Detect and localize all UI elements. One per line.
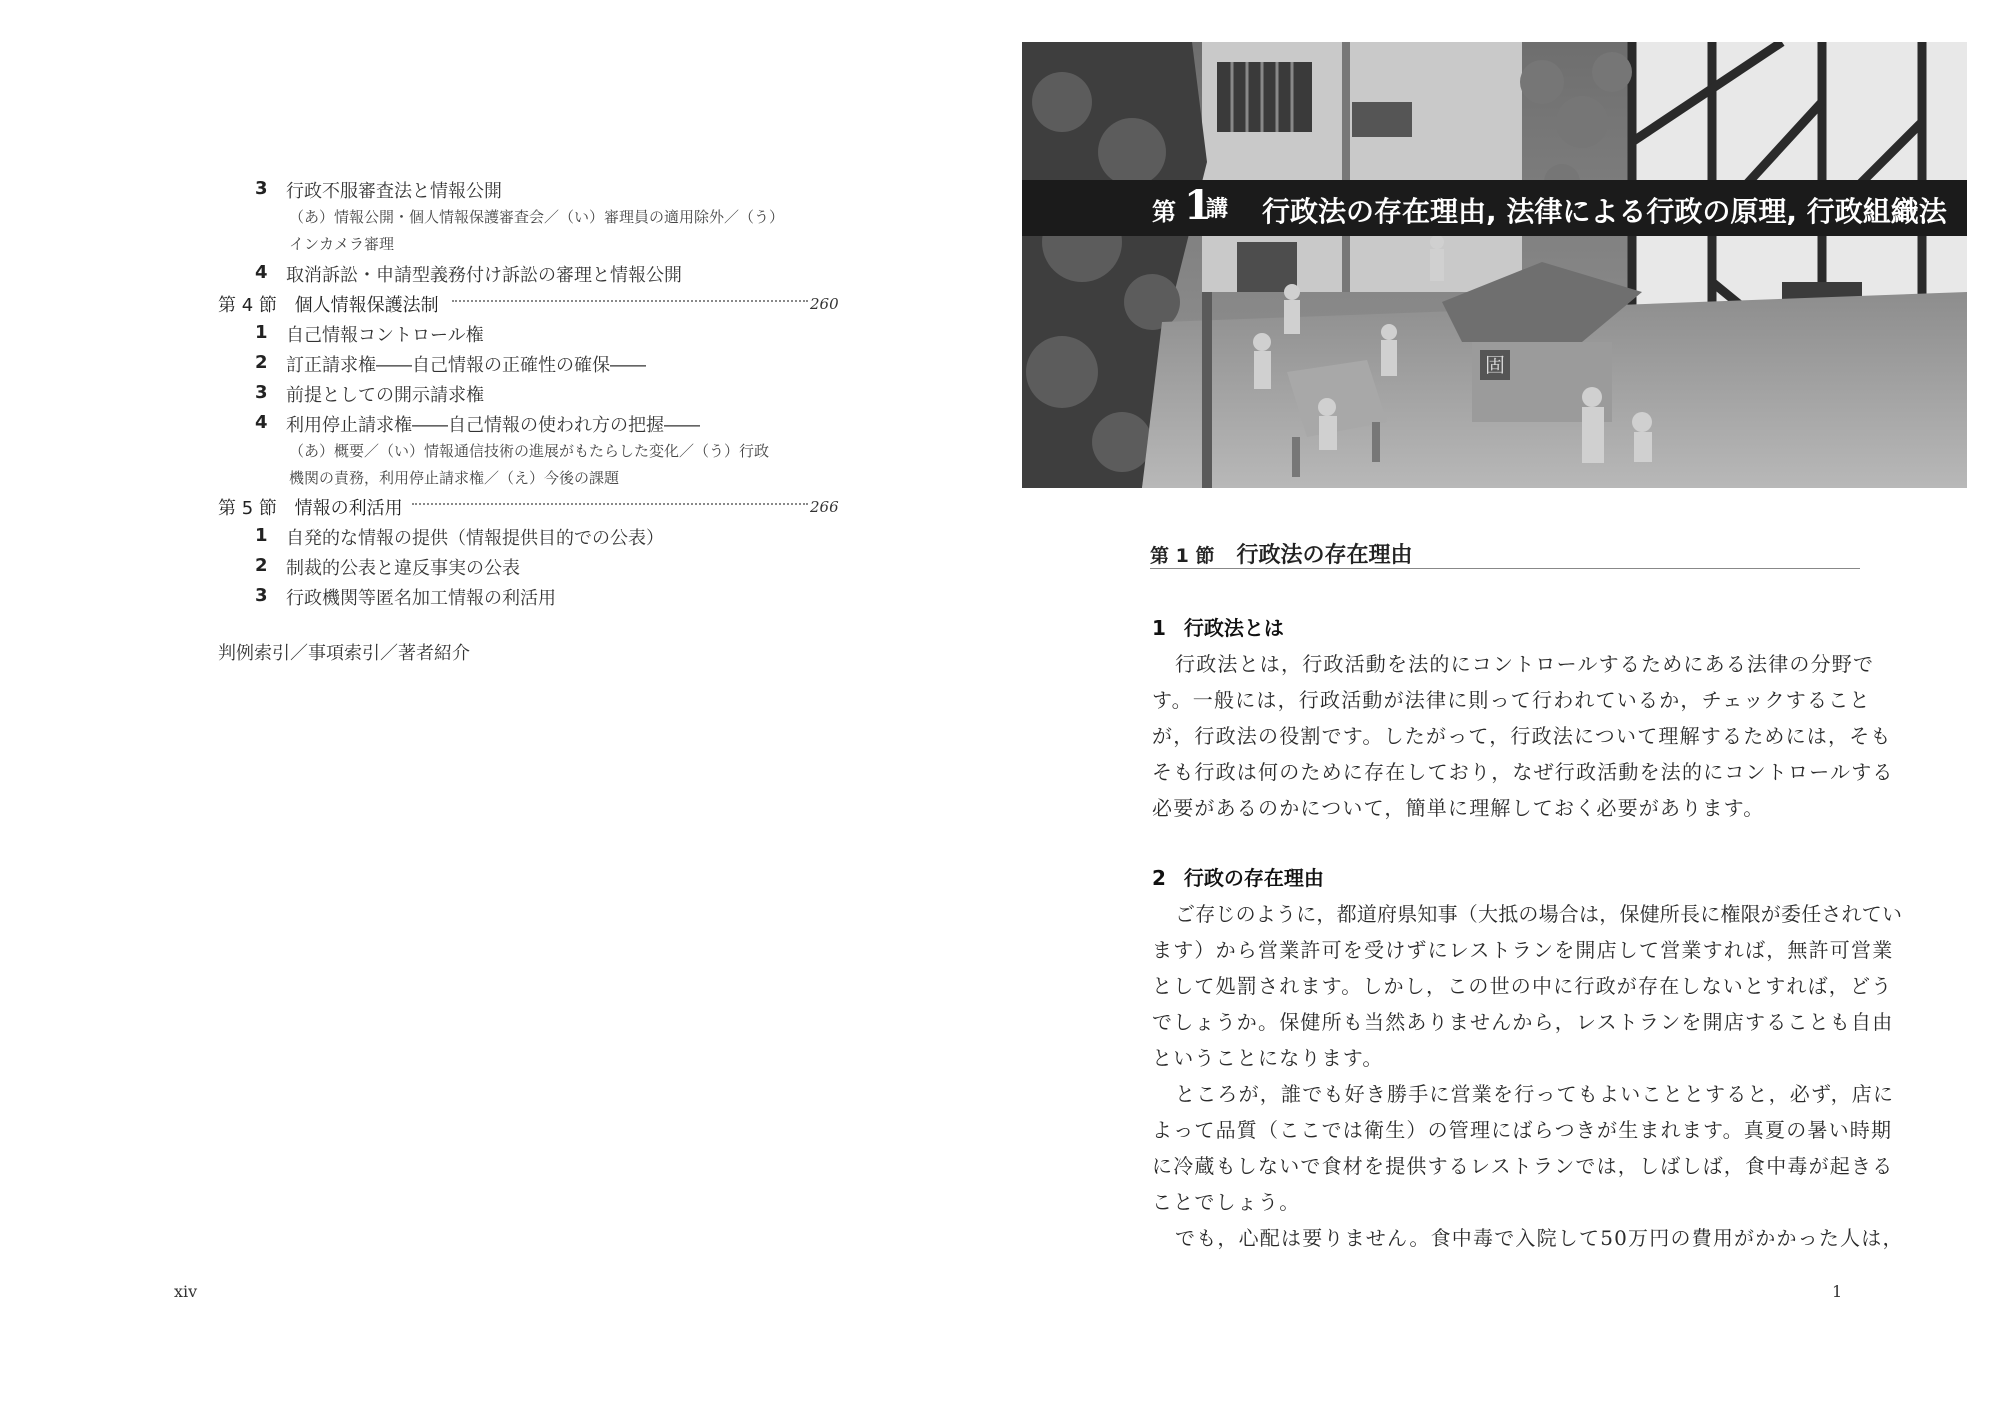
toc-section-title: 情報の利活用 (294, 498, 403, 519)
chapter-dai: 第 (1152, 198, 1176, 226)
body-line: でも，心配は要りません。食中毒で入院して50万円の費用がかかった人は， (1175, 1226, 1904, 1250)
toc-item-number: 2 (255, 555, 268, 576)
toc-item-title: 自己情報コントロール権 (286, 325, 484, 346)
page-folio-left: xiv (174, 1282, 198, 1301)
toc-section-5 (218, 494, 403, 520)
body-line: そも行政は何のために存在しており，なぜ行政活動を法的にコントロールする (1152, 760, 1894, 784)
body-line: として処罰されます。しかし，この世の中に行政が存在しないとすれば，どう (1152, 974, 1893, 998)
toc-item-number: 4 (255, 262, 268, 283)
chapter-photo (1022, 42, 1967, 488)
index-line: 判例索引／事項索引／著者紹介 (218, 643, 470, 664)
toc-item-title: 行政不服審査法と情報公開 (286, 181, 502, 202)
toc-page-number: 260 (810, 295, 839, 313)
body-line: が，行政法の役割です。したがって，行政法について理解するためには，そも (1152, 724, 1892, 748)
toc-item-title: 取消訴訟・申請型義務付け訴訟の審理と情報公開 (286, 265, 682, 286)
chapter-number: 1 (1184, 182, 1212, 229)
subheading-2 (1152, 862, 1324, 891)
section-label: 第 1 節 (1150, 545, 1215, 567)
body-line: ます）から営業許可を受けずにレストランを開店して営業すれば，無許可営業 (1152, 938, 1894, 962)
toc-subitems: （あ）概要／（い）情報通信技術の進展がもたらした変化／（う）行政 (289, 442, 770, 460)
body-line: す。一般には，行政活動が法律に則って行われているか，チェックすること (1152, 688, 1871, 712)
body-line: 必要があるのかについて，簡単に理解しておく必要があります。 (1152, 796, 1765, 820)
chapter-title-band (1022, 180, 1967, 236)
toc-item-title: 行政機関等匿名加工情報の利活用 (286, 588, 556, 609)
toc-subitems: インカメラ審理 (289, 235, 395, 253)
stall-sign: 固 (1485, 353, 1505, 377)
toc-leader-dots (452, 300, 808, 302)
toc-item-number: 1 (255, 525, 268, 546)
toc-item-title: 利用停止請求権――自己情報の使われ方の把握―― (286, 415, 700, 436)
toc-item-number: 1 (255, 322, 268, 343)
section-heading (1150, 538, 1412, 569)
subheading-1 (1152, 612, 1284, 641)
toc-item-number: 3 (255, 178, 268, 199)
toc-item-title: 訂正請求権――自己情報の正確性の確保―― (286, 355, 646, 376)
toc-item-number: 4 (255, 412, 268, 433)
subheading-number: 2 (1152, 866, 1166, 890)
chapter-ko: 講 (1206, 197, 1229, 222)
page-folio-right: 1 (1832, 1282, 1843, 1301)
subheading-number: 1 (1152, 616, 1166, 640)
section-rule (1150, 568, 1860, 569)
toc-item-title: 自発的な情報の提供（情報提供目的での公表） (286, 528, 664, 549)
diorama-image (1022, 42, 1967, 488)
toc-page-number: 266 (810, 498, 839, 516)
toc-item-number: 2 (255, 352, 268, 373)
body-line: ところが，誰でも好き勝手に営業を行ってもよいこととすると，必ず，店に (1175, 1082, 1895, 1106)
body-line: よって品質（ここでは衛生）の管理にばらつきが生まれます。真夏の暑い時期 (1152, 1118, 1893, 1142)
subheading-title: 行政の存在理由 (1183, 866, 1324, 890)
chapter-title: 行政法の存在理由, 法律による行政の原理, 行政組織法 (1262, 195, 1947, 228)
section-title: 行政法の存在理由 (1236, 543, 1413, 568)
toc-section-label: 第 4 節 (218, 295, 277, 316)
body-line: ご存じのように，都道府県知事（大抵の場合は，保健所長に権限が委任されてい (1175, 902, 1903, 926)
toc-item-title: 制裁的公表と違反事実の公表 (286, 558, 520, 579)
toc-subitems: 機関の責務，利用停止請求権／（え）今後の課題 (289, 469, 620, 487)
toc-item-number: 3 (255, 382, 268, 403)
subheading-title: 行政法とは (1183, 616, 1284, 640)
toc-item-number: 3 (255, 585, 268, 606)
body-line: に冷蔵もしないで食材を提供するレストランでは，しばしば，食中毒が起きる (1152, 1154, 1894, 1178)
toc-leader-dots (412, 503, 808, 505)
toc-section-label: 第 5 節 (218, 498, 277, 519)
toc-section-title: 個人情報保護法制 (294, 295, 439, 316)
body-line: でしょうか。保健所も当然ありませんから，レストランを開店することも自由 (1152, 1010, 1894, 1034)
body-line: 行政法とは，行政活動を法的にコントロールするためにある法律の分野で (1175, 652, 1875, 676)
body-line: ということになります。 (1152, 1046, 1384, 1070)
toc-subitems: （あ）情報公開・個人情報保護審査会／（い）審理員の適用除外／（う） (289, 208, 785, 226)
toc-item-title: 前提としての開示請求権 (286, 385, 484, 406)
body-line: ことでしょう。 (1152, 1190, 1301, 1214)
toc-section-4 (218, 291, 439, 317)
